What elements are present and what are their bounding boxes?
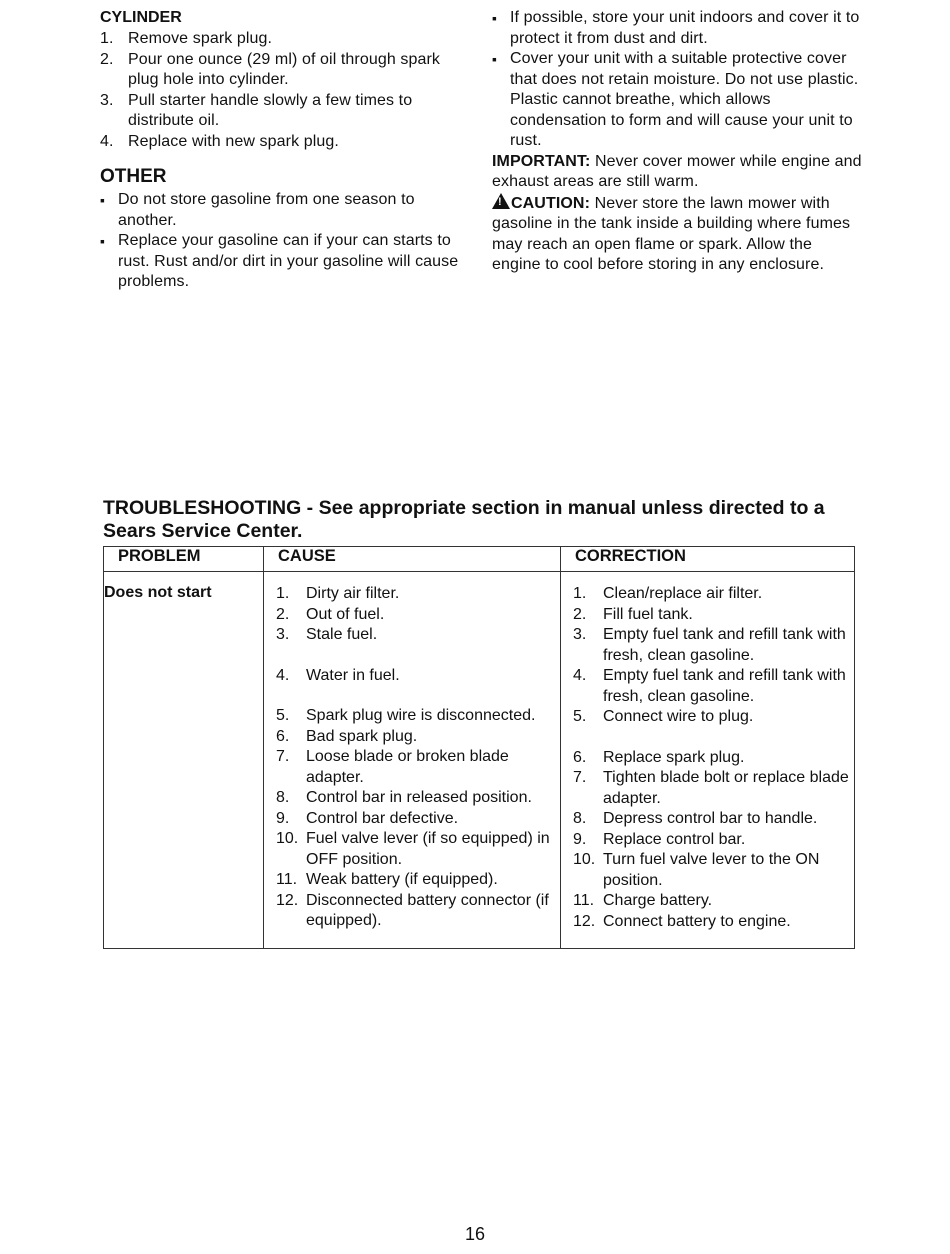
list-item: 4. Water in fuel. [276, 666, 400, 684]
caution-label: CAUTION: [511, 194, 591, 212]
troubleshooting-table [103, 546, 855, 949]
problem-cell: Does not start [104, 572, 264, 949]
list-item: 8. Control bar in released position. [276, 789, 532, 806]
list-item: 5. Connect wire to plug. [573, 708, 754, 725]
list-item: ▪ Do not store gasoline from one season to another. [100, 190, 470, 231]
list-item: 11. Charge battery. [573, 892, 713, 909]
list-item: 7. Tighten blade bolt or replace blade adapter. [573, 769, 849, 807]
bullet-icon: ▪ [492, 51, 498, 67]
list-item: 9. Replace control bar. [573, 830, 746, 848]
list-item: 3. Empty fuel tank and refill tank with fresh, clean gasoline. [573, 626, 846, 664]
list-item: 10. Turn fuel valve lever to the ON position. [573, 851, 820, 889]
caution-text: Never store the lawn mower with gasoline in the tank inside a building where fumes may reach an open flame or spark. Allow the engine to cool before storing in any enclosure. [492, 194, 851, 273]
list-item: ▪ Replace your gasoline can if your can starts to rust. Rust and/or dirt in your gasoline will cause problems. [100, 231, 470, 293]
list-item: ▪ If possible, store your unit indoors and cover it to protect it from dust and dirt. [492, 8, 864, 49]
warning-triangle-icon [492, 193, 510, 209]
list-item: 1. Clean/replace air filter. [573, 585, 763, 602]
list-item: 4. Replace with new spark plug. [100, 132, 339, 150]
list-item: 6. Bad spark plug. [276, 727, 418, 745]
list-item: 12. Disconnected battery connector (if equipped). [276, 891, 549, 929]
important-text: Never cover mower while engine and exhaust areas are still warm. [492, 152, 862, 190]
list-item: 2. Fill fuel tank. [573, 605, 693, 623]
list-item: 6. Replace spark plug. [573, 748, 745, 766]
list-item: 1. Dirty air filter. [276, 585, 400, 602]
list-item: ▪ Cover your unit with a suitable protective cover that does not retain moisture. Do not use plastic. Plastic cannot breathe, which allows condensation to form and will cause your unit to rust. [492, 49, 864, 152]
list-item: 10. Fuel valve lever (if so equipped) in OFF position. [276, 830, 550, 868]
list-item: 4. Empty fuel tank and refill tank with fresh, clean gasoline. [573, 667, 846, 705]
table-row [104, 572, 855, 949]
list-item: 12. Connect battery to engine. [573, 912, 791, 930]
list-item: 1. Remove spark plug. [100, 30, 273, 47]
storage-bullets [492, 8, 864, 152]
list-item: 5. Spark plug wire is disconnected. [276, 707, 536, 724]
table-header-row [104, 547, 855, 572]
bullet-icon: ▪ [100, 192, 106, 208]
header-problem: PROBLEM [104, 547, 264, 572]
troubleshooting-title: TROUBLESHOOTING - See appropriate section in manual unless directed to a Sears Service Center. [103, 497, 825, 542]
left-column [100, 8, 470, 293]
page-number: 16 [464, 1224, 486, 1244]
cylinder-steps [100, 29, 470, 152]
correction-cell [561, 572, 855, 949]
list-item: 8. Depress control bar to handle. [573, 810, 818, 827]
list-item: 2. Pour one ounce (29 ml) of oil through spark plug hole into cylinder. [100, 50, 441, 88]
list-item: 11. Weak battery (if equipped). [276, 871, 498, 888]
list-item: 3. Stale fuel. [276, 626, 378, 643]
header-correction: CORRECTION [561, 547, 855, 572]
list-item: 2. Out of fuel. [276, 605, 385, 623]
cylinder-heading: CYLINDER [100, 9, 182, 26]
other-bullets [100, 190, 470, 293]
list-item: 3. Pull starter handle slowly a few times to distribute oil. [100, 91, 413, 129]
bullet-icon: ▪ [100, 233, 106, 249]
header-cause: CAUSE [264, 547, 561, 572]
cause-cell [264, 572, 561, 949]
other-heading: OTHER [100, 166, 167, 187]
important-label: IMPORTANT: [492, 152, 591, 170]
list-item: 9. Control bar defective. [276, 809, 459, 827]
caution-note [492, 193, 864, 276]
right-column [492, 8, 864, 276]
list-item: 7. Loose blade or broken blade adapter. [276, 748, 509, 786]
bullet-icon: ▪ [492, 10, 498, 26]
important-note [492, 152, 864, 193]
